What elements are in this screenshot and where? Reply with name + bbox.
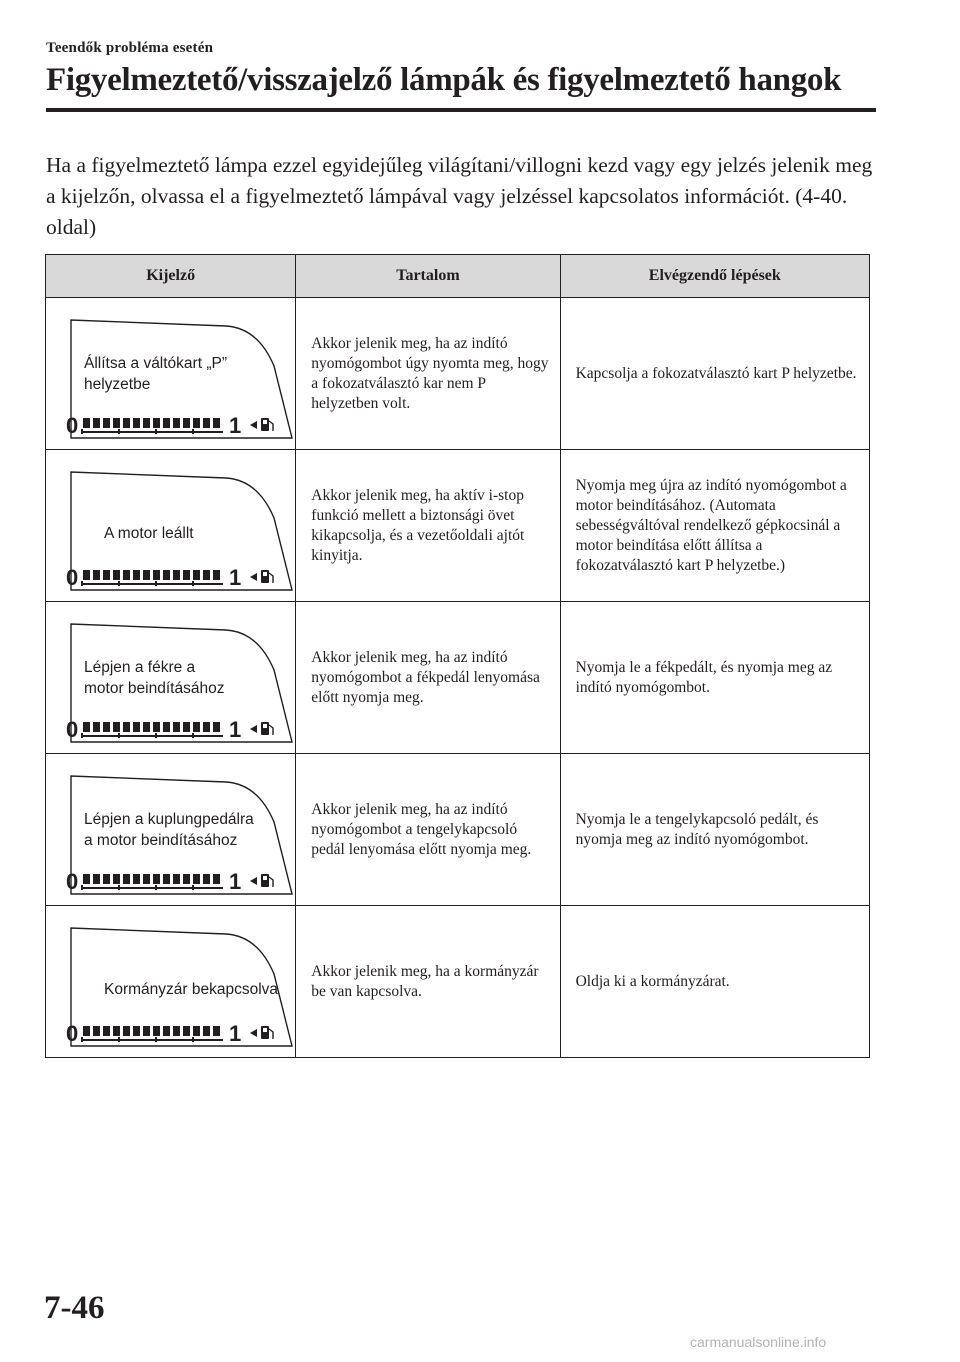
table-header-row xyxy=(46,255,870,298)
fuel-pump-icon xyxy=(261,1026,273,1039)
column-header-display: Kijelző xyxy=(46,255,296,298)
gauge-max-label: 1 xyxy=(229,565,242,590)
fuel-door-arrow-icon xyxy=(250,573,257,581)
display-screen-illustration xyxy=(46,602,296,753)
gauge-max-label: 1 xyxy=(229,413,242,438)
display-cell xyxy=(46,450,296,602)
table-row xyxy=(46,754,870,906)
display-cell xyxy=(46,906,296,1058)
table-row xyxy=(46,450,870,602)
fuel-pump-icon xyxy=(261,570,273,583)
table-body xyxy=(46,298,870,1058)
gauge-min-label: 0 xyxy=(66,717,79,742)
display-message-line: A motor leállt xyxy=(104,525,194,542)
display-message-line: motor beindításához xyxy=(84,680,225,697)
watermark: carmanualsonline.info xyxy=(690,1334,827,1350)
fuel-gauge-bars xyxy=(81,418,223,434)
content-cell: Akkor jelenik meg, ha az indító nyomógombot a tengelykapcsoló pedál lenyomása előtt nyomja meg. xyxy=(296,754,560,906)
display-message-line: Lépjen a fékre a xyxy=(84,659,196,676)
table-row xyxy=(46,602,870,754)
content-cell: Akkor jelenik meg, ha az indító nyomógombot úgy nyomta meg, hogy a fokozatválasztó kar nem P helyzetben volt. xyxy=(296,298,560,450)
fuel-pump-icon xyxy=(261,874,273,887)
fuel-door-arrow-icon xyxy=(250,877,257,885)
action-cell: Nyomja meg újra az indító nyomógombot a motor beindításához. (Automata sebességváltóval rendelkező gépkocsinál a motor beindítása előtt állítsa a fokozatválasztó kart P helyzetbe.) xyxy=(560,450,869,602)
display-cell xyxy=(46,298,296,450)
warning-table xyxy=(45,254,870,1058)
intro-paragraph: Ha a figyelmeztető lámpa ezzel egyidejűleg világítani/villogni kezd vagy egy jelzés jelenik meg a kijelzőn, olvassa el a figyelmeztető lámpával vagy jelzéssel kapcsolatos információt. (4-40. oldal) xyxy=(46,153,873,239)
gauge-min-label: 0 xyxy=(66,1021,79,1046)
section-label: Teendők probléma esetén xyxy=(46,40,214,56)
gauge-max-label: 1 xyxy=(229,869,242,894)
action-cell: Kapcsolja a fokozatválasztó kart P helyzetbe. xyxy=(560,298,869,450)
fuel-gauge-bars xyxy=(81,1026,223,1042)
display-message-line: Kormányzár bekapcsolva xyxy=(104,981,279,998)
fuel-gauge-bars xyxy=(81,570,223,586)
display-cell xyxy=(46,754,296,906)
title-divider xyxy=(46,108,876,112)
content-cell: Akkor jelenik meg, ha az indító nyomógombot a fékpedál lenyomása előtt nyomja meg. xyxy=(296,602,560,754)
page-title: Figyelmeztető/visszajelző lámpák és figyelmeztető hangok xyxy=(46,62,842,98)
column-header-action: Elvégzendő lépések xyxy=(560,255,869,298)
content-cell: Akkor jelenik meg, ha a kormányzár be van kapcsolva. xyxy=(296,906,560,1058)
gauge-max-label: 1 xyxy=(229,1021,242,1046)
column-header-content: Tartalom xyxy=(296,255,560,298)
action-cell: Oldja ki a kormányzárat. xyxy=(560,906,869,1058)
display-message-line: Lépjen a kuplungpedálra xyxy=(84,811,254,828)
display-cell xyxy=(46,602,296,754)
content-cell: Akkor jelenik meg, ha aktív i-stop funkció mellett a biztonsági övet kikapcsolja, és a vezetőoldali ajtót kinyitja. xyxy=(296,450,560,602)
gauge-min-label: 0 xyxy=(66,869,79,894)
fuel-door-arrow-icon xyxy=(250,1029,257,1037)
fuel-pump-icon xyxy=(261,722,273,735)
action-cell: Nyomja le a fékpedált, és nyomja meg az indító nyomógombot. xyxy=(560,602,869,754)
display-screen-illustration xyxy=(46,450,296,601)
fuel-gauge-bars xyxy=(81,722,223,738)
display-message-line: helyzetbe xyxy=(84,376,151,393)
page-number: 7-46 xyxy=(44,1290,105,1326)
fuel-door-arrow-icon xyxy=(250,725,257,733)
table-row xyxy=(46,906,870,1058)
display-screen-illustration xyxy=(46,906,296,1057)
table-row xyxy=(46,298,870,450)
gauge-min-label: 0 xyxy=(66,565,79,590)
fuel-door-arrow-icon xyxy=(250,421,257,429)
gauge-max-label: 1 xyxy=(229,717,242,742)
display-screen-illustration xyxy=(46,754,296,905)
action-cell: Nyomja le a tengelykapcsoló pedált, és nyomja meg az indító nyomógombot. xyxy=(560,754,869,906)
display-screen-illustration xyxy=(46,298,296,449)
fuel-gauge-bars xyxy=(81,874,223,890)
display-message-line: Állítsa a váltókart „P” xyxy=(84,355,227,372)
gauge-min-label: 0 xyxy=(66,413,79,438)
fuel-pump-icon xyxy=(261,418,273,431)
display-message-line: a motor beindításához xyxy=(84,832,238,849)
